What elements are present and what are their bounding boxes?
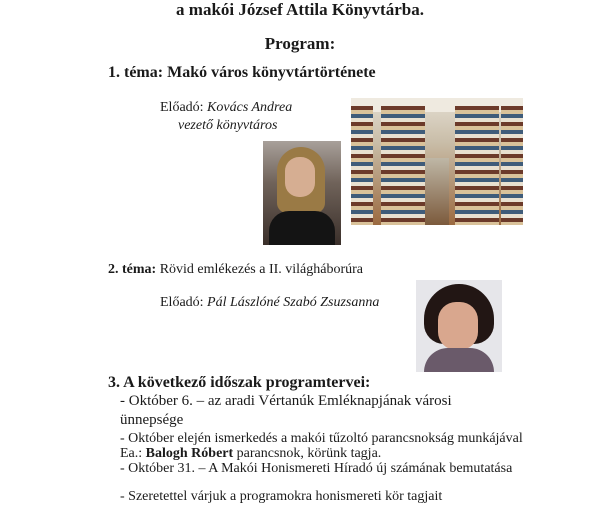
topic-1-speaker <box>160 99 292 135</box>
program-item-firefighters: - Október elején ismerkedés a makói tűzoltó parancsnokság munkájával <box>120 431 523 446</box>
speaker-photo-kovacs-andrea <box>263 141 341 245</box>
document-header: a makói József Attila Könyvtárba. <box>176 0 424 19</box>
presenter-name: Balogh Róbert <box>145 446 234 461</box>
topic-1-number: 1. <box>108 64 120 81</box>
topic-3-number: 3. <box>108 374 120 391</box>
topic-3-title: A következő időszak programtervei: <box>123 374 371 391</box>
program-item-oct31: - Október 31. – A Makói Honismereti Híradó új számának bemutatása <box>120 461 513 476</box>
speaker-name: Pál Lászlóné Szabó Zsuzsanna <box>207 295 380 310</box>
topic-1-label: téma: <box>124 64 164 81</box>
library-interior-photo <box>351 98 523 225</box>
program-item-oct6-cont: ünnepsége <box>120 412 184 428</box>
speaker-label: Előadó: <box>160 100 204 115</box>
topic-2-number: 2. <box>108 262 119 277</box>
speaker-role: vezető könyvtáros <box>178 118 278 133</box>
presenter-prefix: Ea.: <box>120 446 143 461</box>
program-heading: Program: <box>264 34 336 53</box>
topic-2-title: Rövid emlékezés a II. világháborúra <box>159 262 364 277</box>
topic-1-heading <box>108 64 376 82</box>
program-item-presenter <box>120 446 381 462</box>
speaker-photo-pal-laszlone <box>416 280 502 372</box>
topic-2-label: téma: <box>122 262 157 277</box>
speaker-label: Előadó: <box>160 295 204 310</box>
topic-2-heading <box>108 262 363 278</box>
presenter-suffix: parancsnok, körünk tagja. <box>236 446 382 461</box>
topic-2-speaker <box>160 295 379 311</box>
topic-1-title: Makó város könyvtártörténete <box>167 64 376 81</box>
program-item-oct6: - Október 6. – az aradi Vértanúk Emléknapjának városi <box>120 393 452 409</box>
footer-partial-text: - Szeretettel várjuk a programokra honismereti kör tagjait <box>120 489 443 504</box>
topic-3-heading <box>108 374 370 392</box>
speaker-name: Kovács Andrea <box>207 100 293 115</box>
